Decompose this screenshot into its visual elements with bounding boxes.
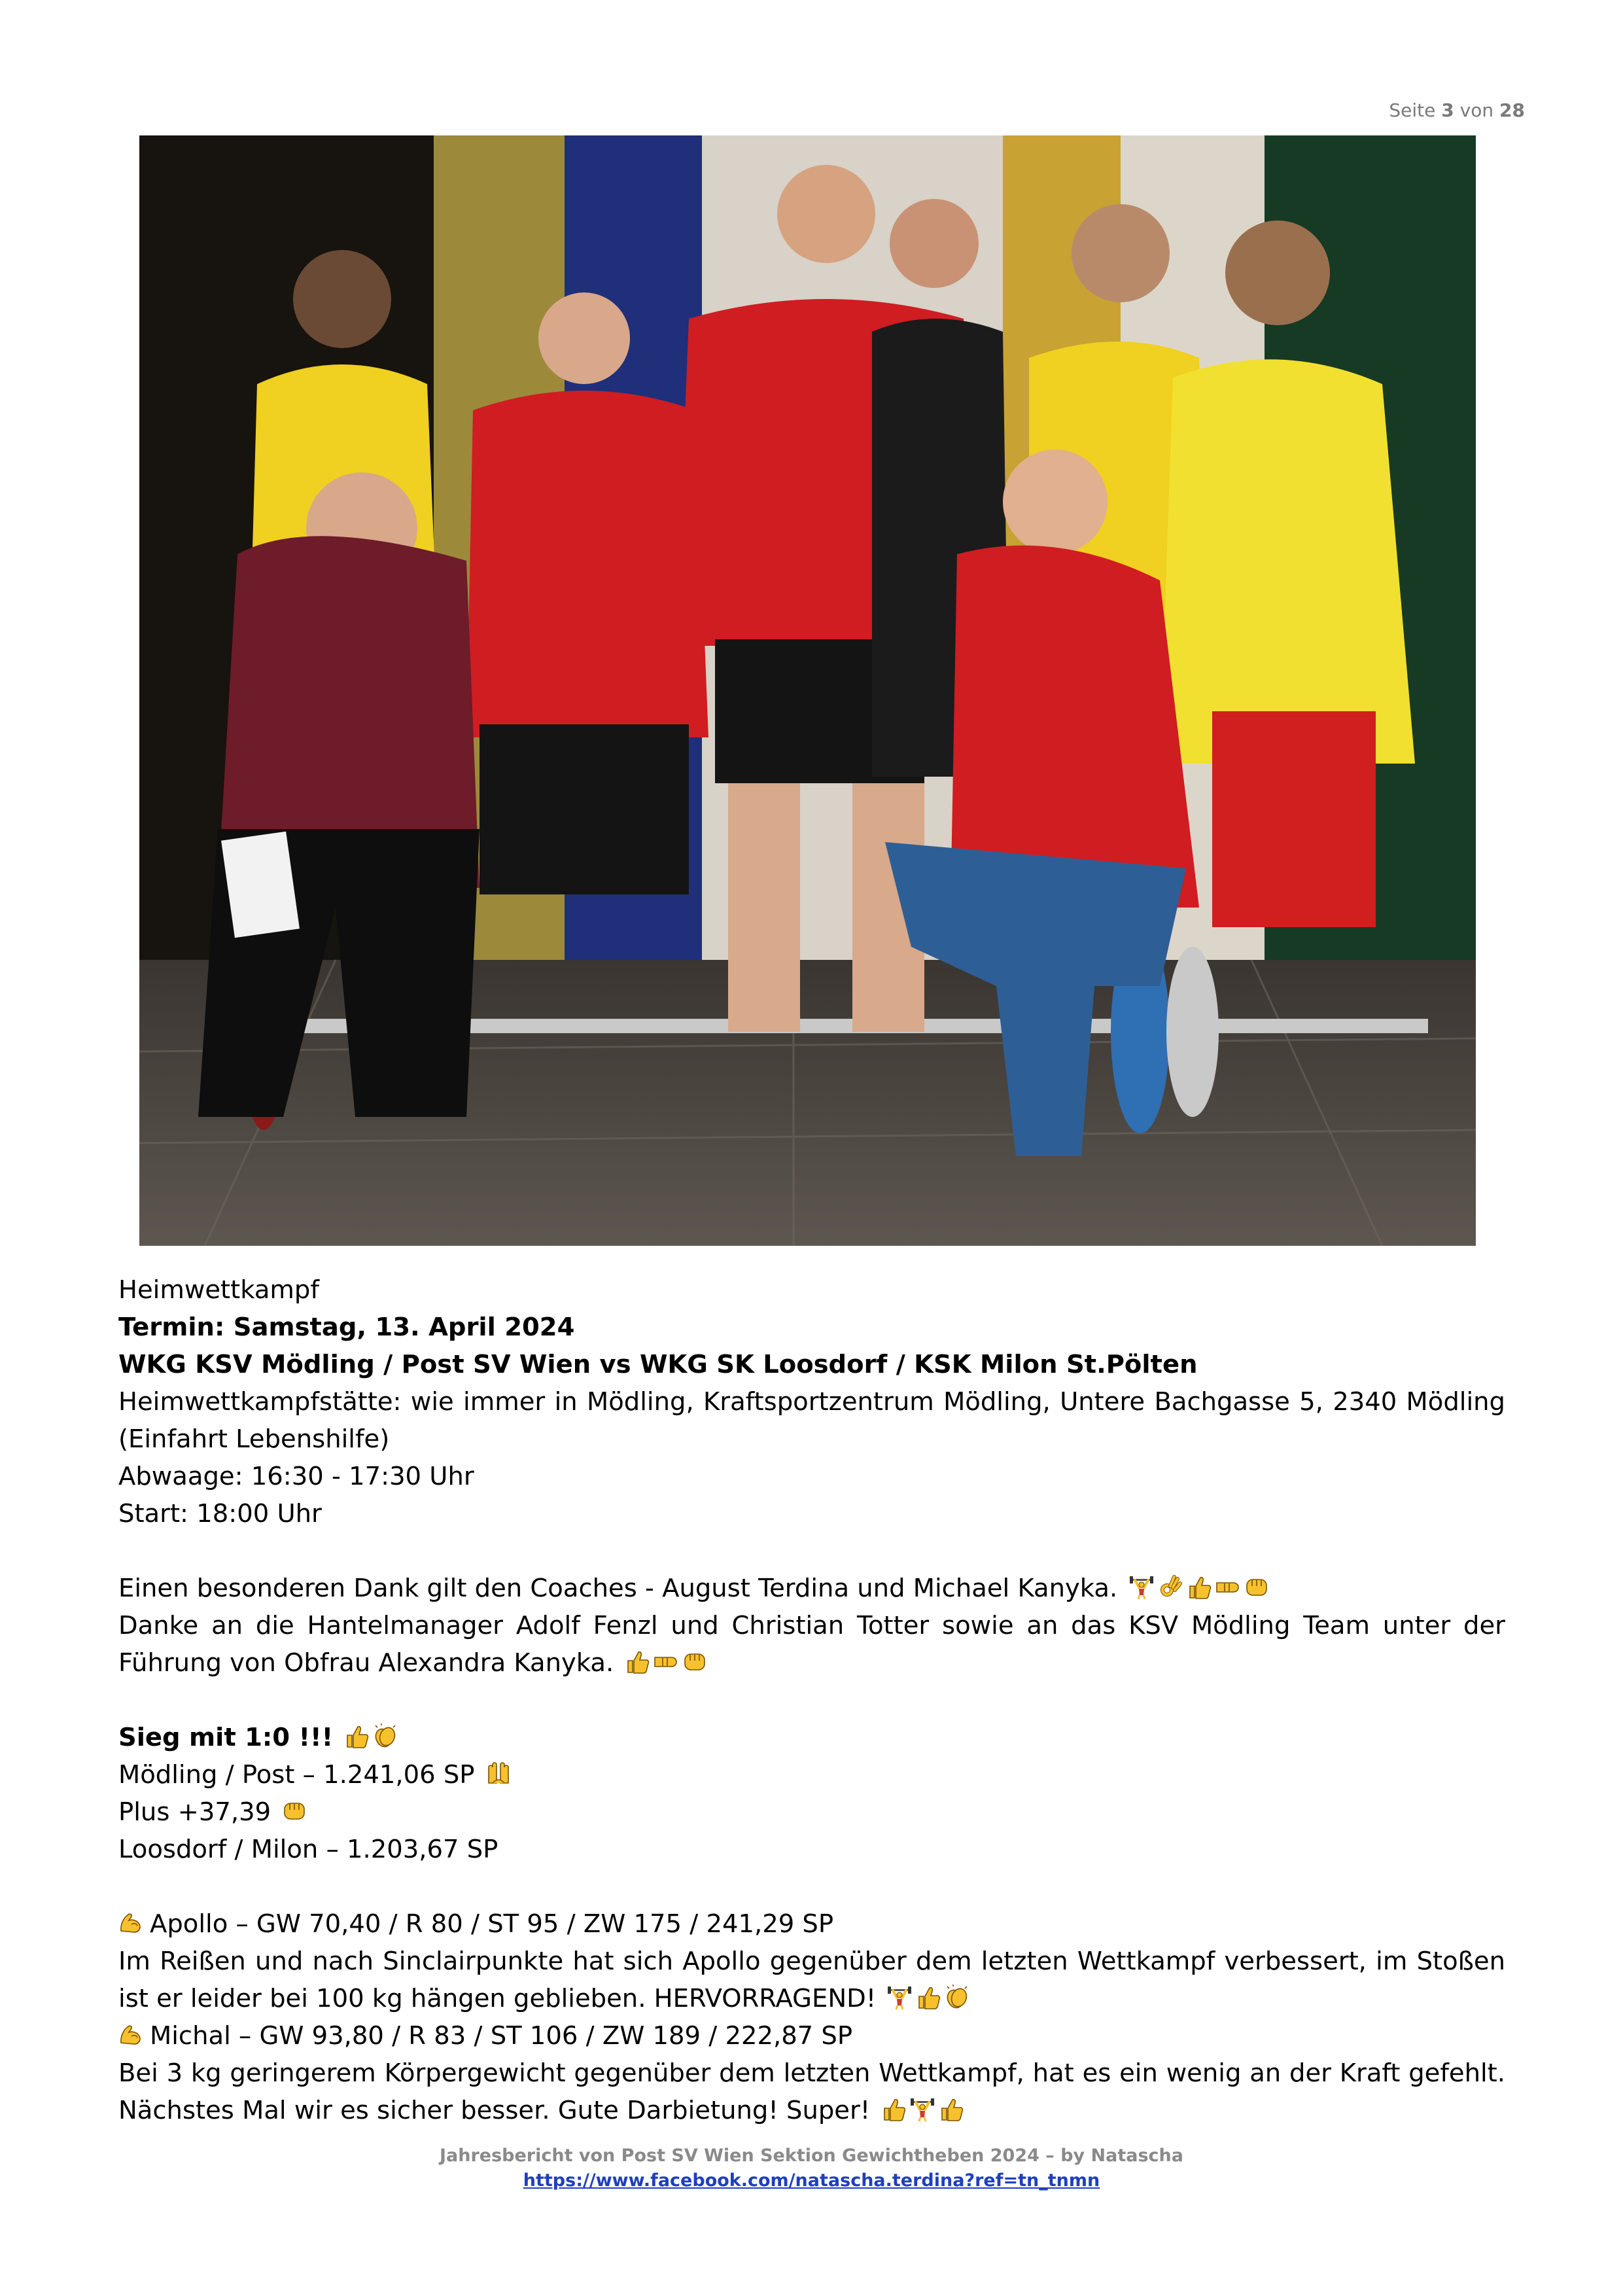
thanks-team: Danke an die Hantelmanager Adolf Fenzl und Christian Totter sowie an das KSV Mödling Team unter der Führung von Obfrau Alexandra Kanyka. <box>118 1611 1505 1678</box>
score-difference: Plus +37,39 <box>118 1793 1505 1831</box>
start-time: Start: 18:00 Uhr <box>118 1499 322 1528</box>
event-date: Termin: Samstag, 13. April 2024 <box>118 1313 575 1342</box>
thumbs-up-icon <box>624 1649 650 1675</box>
ok-hand-icon <box>1157 1574 1183 1600</box>
clapping-hands-icon <box>372 1723 398 1750</box>
fist-icon <box>682 1649 708 1675</box>
section-heading: Heimwettkampf <box>118 1275 319 1305</box>
fist-bump-icon <box>653 1649 679 1675</box>
page-footer <box>0 2144 1623 2193</box>
thumbs-up-icon <box>915 1985 941 2011</box>
thumbs-up-icon <box>1186 1574 1212 1600</box>
weightlifter-icon <box>886 1985 913 2011</box>
facebook-link[interactable]: https://www.facebook.com/natascha.terdina?ref=tn_tnmn <box>523 2170 1100 2191</box>
athlete-michal-comment: Bei 3 kg geringerem Körpergewicht gegenüber dem letzten Wettkampf, hat es ein wenig an der Kraft gefehlt. Nächstes Mal wir es sicher besser. Gute Darbietung! Super! <box>118 2058 1505 2125</box>
clapping-hands-icon <box>944 1985 970 2011</box>
venue: Heimwettkampfstätte: wie immer in Mödling, Kraftsportzentrum Mödling, Untere Bachgasse 5, 2340 Mödling (Einfahrt Lebenshilfe) <box>118 1387 1505 1454</box>
athlete-apollo-comment: Im Reißen und nach Sinclairpunkte hat sich Apollo gegenüber dem letzten Wettkampf verbessert, im Stoßen ist er leider bei 100 kg hängen geblieben. HERVORRAGEND! <box>118 1947 1505 2013</box>
group-photo <box>139 135 1476 1246</box>
fist-icon <box>1244 1574 1270 1600</box>
report-text <box>118 1271 1505 2129</box>
score-home: Mödling / Post – 1.241,06 SP <box>118 1756 1505 1793</box>
thanks-coaches: Einen besonderen Dank gilt den Coaches - August Terdina und Michael Kanyka. <box>118 1570 1505 1607</box>
fist-icon <box>281 1798 307 1824</box>
weightlifter-icon <box>909 2096 935 2123</box>
raised-hands-icon <box>485 1761 512 1787</box>
weigh-in-time: Abwaage: 16:30 - 17:30 Uhr <box>118 1462 474 1491</box>
score-away: Loosdorf / Milon – 1.203,67 SP <box>118 1835 498 1864</box>
thumbs-up-icon <box>881 2096 907 2123</box>
athlete-apollo-line: Apollo – GW 70,40 / R 80 / ST 95 / ZW 175 / 241,29 SP <box>118 1905 1505 1943</box>
weightlifter-icon <box>1128 1574 1155 1600</box>
athlete-michal-line: Michal – GW 93,80 / R 83 / ST 106 / ZW 189 / 222,87 SP <box>118 2017 1505 2055</box>
result-title: Sieg mit 1:0 !!! <box>118 1719 1505 1756</box>
footer-credit: Jahresbericht von Post SV Wien Sektion Gewichtheben 2024 – by Natascha <box>439 2146 1183 2166</box>
page-number: Seite 3 von 28 <box>1389 99 1525 121</box>
fist-bump-icon <box>1215 1574 1241 1600</box>
thumbs-up-icon <box>938 2096 964 2123</box>
match-title: WKG KSV Mödling / Post SV Wien vs WKG SK Loosdorf / KSK Milon St.Pölten <box>118 1350 1198 1379</box>
flexed-biceps-icon <box>118 1910 145 1936</box>
thumbs-up-icon <box>343 1723 370 1750</box>
flexed-biceps-icon <box>118 2022 145 2048</box>
